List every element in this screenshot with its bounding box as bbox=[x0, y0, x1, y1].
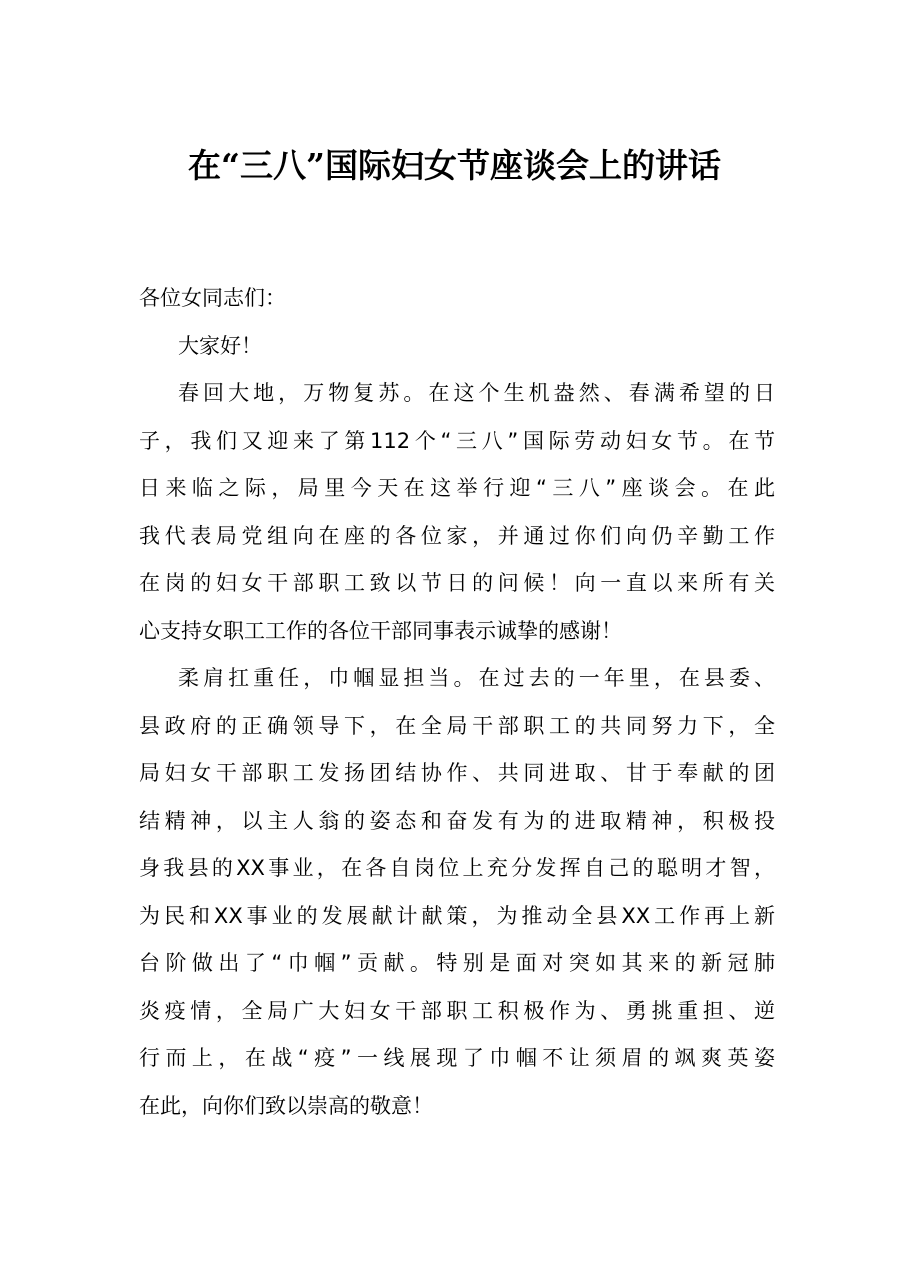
greeting-line: 大家好！ bbox=[178, 333, 262, 358]
paragraph-line: 心支持女职工工作的各位干部同事表示诚挚的感谢！ bbox=[139, 618, 622, 643]
paragraph-line: 我代表局党组向在座的各位家，并通过你们向仍辛勤工作 bbox=[139, 523, 775, 548]
paragraph-line: 柔肩扛重任，巾帼显担当。在过去的一年里，在县委、 bbox=[178, 666, 775, 690]
paragraph-line: 结精神，以主人翁的姿态和奋发有为的进取精神，积极投 bbox=[139, 808, 775, 833]
paragraph-line: 为民和XX事业的发展献计献策，为推动全县XX工作再上新 bbox=[139, 903, 775, 928]
paragraph-line: 在此，向你们致以崇高的敬意！ bbox=[139, 1093, 433, 1118]
paragraph-line: 行而上，在战“疫”一线展现了巾帼不让须眉的飒爽英姿 bbox=[139, 1046, 775, 1070]
paragraph-line: 子，我们又迎来了第112个“三八”国际劳动妇女节。在节 bbox=[139, 428, 775, 453]
paragraph-line: 局妇女干部职工发扬团结协作、共同进取、甘于奉献的团 bbox=[139, 761, 775, 785]
paragraph-line: 身我县的XX事业，在各自岗位上充分发挥自己的聪明才智， bbox=[139, 856, 775, 880]
paragraph-line: 在岗的妇女干部职工致以节日的问候！向一直以来所有关 bbox=[139, 571, 775, 595]
paragraph-line: 县政府的正确领导下，在全局干部职工的共同努力下，全 bbox=[139, 713, 775, 738]
salutation-line: 各位女同志们： bbox=[139, 286, 286, 310]
document-body bbox=[139, 275, 775, 1130]
paragraph-line: 日来临之际，局里今天在这举行迎“三八”座谈会。在此 bbox=[139, 476, 775, 500]
document-title: 在“三八”国际妇女节座谈会上的讲话 bbox=[188, 146, 721, 185]
paragraph-line: 春回大地，万物复苏。在这个生机盎然、春满希望的日 bbox=[178, 381, 775, 405]
paragraph-line: 台阶做出了“巾帼”贡献。特别是面对突如其来的新冠肺 bbox=[139, 951, 775, 975]
paragraph-line: 炎疫情，全局广大妇女干部职工积极作为、勇挑重担、逆 bbox=[139, 998, 775, 1023]
